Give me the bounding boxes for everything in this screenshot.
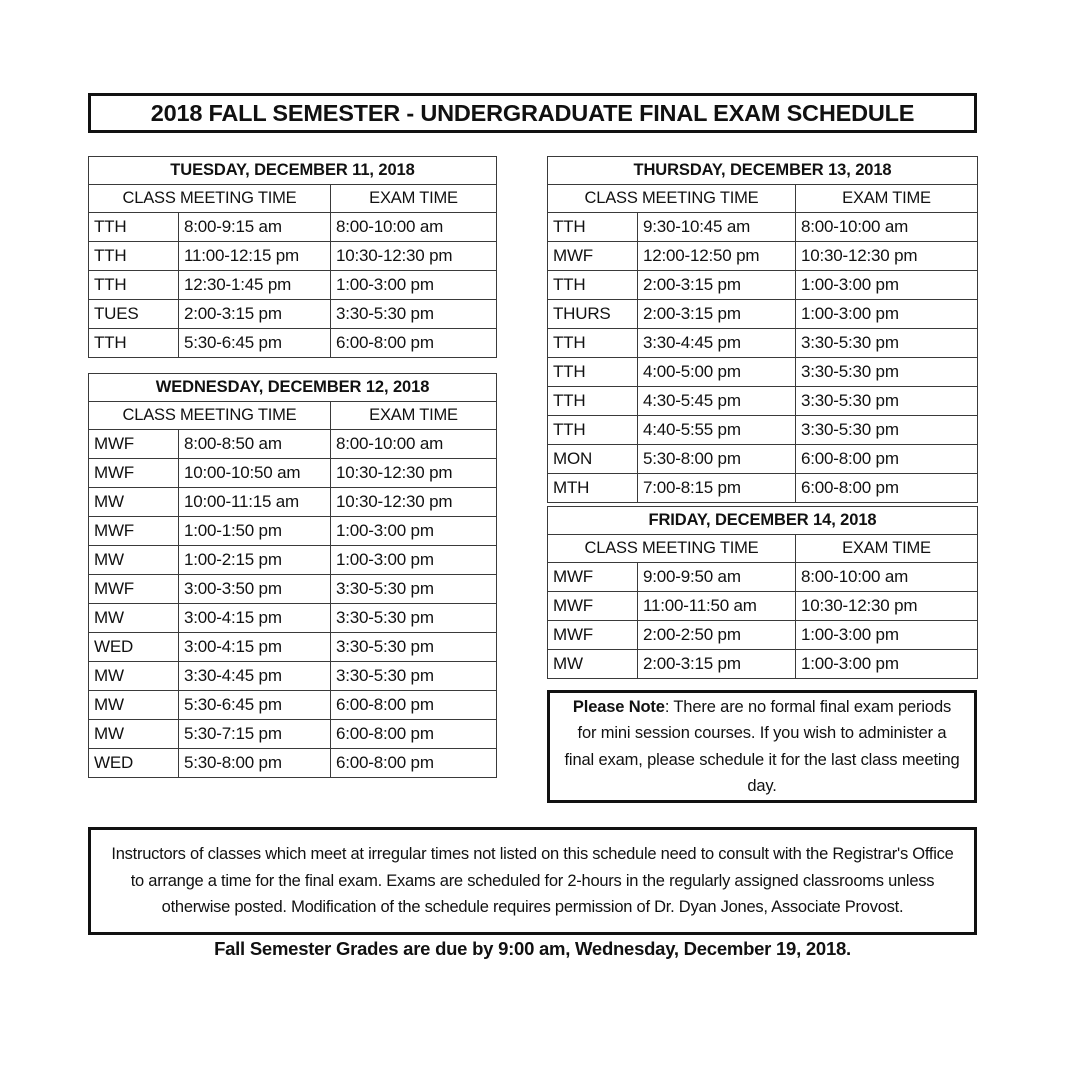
cell-class-time: 5:30-6:45 pm — [179, 329, 331, 358]
table-row — [548, 445, 978, 474]
cell-class-time: 7:00-8:15 pm — [638, 474, 796, 503]
cell-days: TTH — [548, 329, 638, 358]
day-title: WEDNESDAY, DECEMBER 12, 2018 — [89, 374, 497, 402]
table-row — [89, 329, 497, 358]
cell-days: TTH — [548, 387, 638, 416]
table-row — [548, 300, 978, 329]
instructors-note-text: Instructors of classes which meet at irregular times not listed on this schedule need to consult with the Registrar's Office to arrange a time for the final exam. Exams are scheduled for 2-hours in the regularly assigned classrooms unless otherwise posted. Modification of the schedule requires permission of Dr. Dyan Jones, Associate Provost. — [111, 844, 954, 917]
cell-class-time: 3:30-4:45 pm — [638, 329, 796, 358]
cell-days: MON — [548, 445, 638, 474]
cell-class-time: 1:00-2:15 pm — [179, 546, 331, 575]
cell-class-time: 11:00-11:50 am — [638, 592, 796, 621]
column-header-class-meeting-time: CLASS MEETING TIME — [548, 535, 796, 563]
cell-days: MW — [548, 650, 638, 679]
cell-days: MW — [89, 546, 179, 575]
cell-days: MW — [89, 488, 179, 517]
cell-days: MWF — [89, 517, 179, 546]
column-header-class-meeting-time: CLASS MEETING TIME — [548, 185, 796, 213]
cell-exam-time: 3:30-5:30 pm — [331, 575, 497, 604]
table-row — [548, 387, 978, 416]
cell-exam-time: 1:00-3:00 pm — [796, 650, 978, 679]
cell-exam-time: 1:00-3:00 pm — [331, 271, 497, 300]
table-day-title-row — [548, 507, 978, 535]
cell-exam-time: 3:30-5:30 pm — [331, 300, 497, 329]
table-body — [548, 563, 978, 679]
table-day-title-row — [89, 374, 497, 402]
table-row — [89, 213, 497, 242]
cell-class-time: 12:30-1:45 pm — [179, 271, 331, 300]
cell-class-time: 2:00-3:15 pm — [638, 300, 796, 329]
column-header-exam-time: EXAM TIME — [796, 535, 978, 563]
table-body — [89, 430, 497, 778]
table-row — [89, 459, 497, 488]
column-header-exam-time: EXAM TIME — [331, 185, 497, 213]
table-row — [89, 300, 497, 329]
cell-days: TTH — [89, 213, 179, 242]
schedule-table-tuesday — [88, 156, 497, 358]
table-row — [89, 691, 497, 720]
cell-class-time: 5:30-7:15 pm — [179, 720, 331, 749]
cell-exam-time: 8:00-10:00 am — [796, 563, 978, 592]
day-title: FRIDAY, DECEMBER 14, 2018 — [548, 507, 978, 535]
cell-exam-time: 3:30-5:30 pm — [331, 604, 497, 633]
cell-exam-time: 6:00-8:00 pm — [796, 445, 978, 474]
cell-days: MWF — [548, 592, 638, 621]
column-header-exam-time: EXAM TIME — [796, 185, 978, 213]
cell-days: MW — [89, 662, 179, 691]
cell-days: TTH — [548, 271, 638, 300]
cell-days: MWF — [89, 430, 179, 459]
cell-class-time: 3:30-4:45 pm — [179, 662, 331, 691]
cell-exam-time: 3:30-5:30 pm — [331, 633, 497, 662]
table-row — [548, 563, 978, 592]
please-note-text — [562, 694, 962, 798]
cell-exam-time: 10:30-12:30 pm — [331, 488, 497, 517]
table-row — [89, 517, 497, 546]
cell-class-time: 10:00-10:50 am — [179, 459, 331, 488]
cell-class-time: 4:00-5:00 pm — [638, 358, 796, 387]
cell-days: TTH — [89, 329, 179, 358]
cell-days: TTH — [548, 213, 638, 242]
table-header-row — [89, 402, 497, 430]
cell-class-time: 8:00-9:15 am — [179, 213, 331, 242]
cell-exam-time: 6:00-8:00 pm — [796, 474, 978, 503]
table-row — [89, 749, 497, 778]
cell-days: TUES — [89, 300, 179, 329]
schedule-table-thursday — [547, 156, 978, 503]
cell-exam-time: 8:00-10:00 am — [331, 213, 497, 242]
cell-exam-time: 1:00-3:00 pm — [796, 300, 978, 329]
day-title: TUESDAY, DECEMBER 11, 2018 — [89, 157, 497, 185]
cell-exam-time: 8:00-10:00 am — [331, 430, 497, 459]
cell-class-time: 3:00-4:15 pm — [179, 633, 331, 662]
cell-days: WED — [89, 633, 179, 662]
table-row — [89, 604, 497, 633]
cell-exam-time: 8:00-10:00 am — [796, 213, 978, 242]
cell-class-time: 10:00-11:15 am — [179, 488, 331, 517]
cell-class-time: 2:00-2:50 pm — [638, 621, 796, 650]
cell-days: MW — [89, 604, 179, 633]
cell-days: MW — [89, 720, 179, 749]
table-header-row — [89, 185, 497, 213]
table-row — [548, 592, 978, 621]
please-note-box — [547, 690, 977, 803]
cell-class-time: 4:40-5:55 pm — [638, 416, 796, 445]
table-row — [548, 242, 978, 271]
schedule-table-wednesday — [88, 373, 497, 778]
table-header-row — [548, 185, 978, 213]
cell-exam-time: 6:00-8:00 pm — [331, 749, 497, 778]
cell-class-time: 5:30-6:45 pm — [179, 691, 331, 720]
column-header-class-meeting-time: CLASS MEETING TIME — [89, 185, 331, 213]
table-row — [548, 474, 978, 503]
cell-days: WED — [89, 749, 179, 778]
table-row — [89, 575, 497, 604]
cell-exam-time: 3:30-5:30 pm — [796, 329, 978, 358]
cell-days: MWF — [89, 459, 179, 488]
table-day-title-row — [548, 157, 978, 185]
cell-days: MWF — [548, 563, 638, 592]
day-title: THURSDAY, DECEMBER 13, 2018 — [548, 157, 978, 185]
cell-exam-time: 1:00-3:00 pm — [796, 621, 978, 650]
cell-exam-time: 3:30-5:30 pm — [796, 416, 978, 445]
table-row — [89, 488, 497, 517]
cell-days: TTH — [548, 416, 638, 445]
page-title: 2018 FALL SEMESTER - UNDERGRADUATE FINAL EXAM SCHEDULE — [150, 99, 915, 126]
cell-days: TTH — [89, 242, 179, 271]
cell-class-time: 9:30-10:45 am — [638, 213, 796, 242]
cell-days: TTH — [89, 271, 179, 300]
cell-days: MW — [89, 691, 179, 720]
table-row — [548, 621, 978, 650]
table-row — [548, 271, 978, 300]
table-row — [548, 650, 978, 679]
cell-exam-time: 6:00-8:00 pm — [331, 329, 497, 358]
cell-class-time: 2:00-3:15 pm — [179, 300, 331, 329]
table-row — [548, 213, 978, 242]
table-row — [89, 242, 497, 271]
cell-class-time: 1:00-1:50 pm — [179, 517, 331, 546]
cell-class-time: 5:30-8:00 pm — [179, 749, 331, 778]
cell-days: MWF — [548, 621, 638, 650]
cell-exam-time: 3:30-5:30 pm — [331, 662, 497, 691]
cell-days: THURS — [548, 300, 638, 329]
cell-days: MWF — [548, 242, 638, 271]
cell-exam-time: 6:00-8:00 pm — [331, 720, 497, 749]
cell-exam-time: 10:30-12:30 pm — [331, 459, 497, 488]
cell-exam-time: 3:30-5:30 pm — [796, 387, 978, 416]
cell-class-time: 9:00-9:50 am — [638, 563, 796, 592]
cell-days: MTH — [548, 474, 638, 503]
table-day-title-row — [89, 157, 497, 185]
cell-class-time: 3:00-4:15 pm — [179, 604, 331, 633]
cell-exam-time: 3:30-5:30 pm — [796, 358, 978, 387]
column-header-exam-time: EXAM TIME — [331, 402, 497, 430]
table-body — [89, 213, 497, 358]
table-row — [89, 430, 497, 459]
cell-class-time: 4:30-5:45 pm — [638, 387, 796, 416]
table-row — [89, 546, 497, 575]
cell-exam-time: 10:30-12:30 pm — [796, 242, 978, 271]
table-row — [89, 662, 497, 691]
cell-class-time: 5:30-8:00 pm — [638, 445, 796, 474]
cell-days: TTH — [548, 358, 638, 387]
cell-class-time: 2:00-3:15 pm — [638, 271, 796, 300]
schedule-table-friday — [547, 506, 978, 679]
page-title-box — [88, 93, 977, 133]
please-note-label: Please Note — [572, 698, 665, 717]
table-row — [89, 720, 497, 749]
cell-class-time: 3:00-3:50 pm — [179, 575, 331, 604]
cell-exam-time: 10:30-12:30 pm — [796, 592, 978, 621]
cell-class-time: 8:00-8:50 am — [179, 430, 331, 459]
table-row — [89, 271, 497, 300]
cell-exam-time: 1:00-3:00 pm — [331, 517, 497, 546]
cell-days: MWF — [89, 575, 179, 604]
cell-exam-time: 1:00-3:00 pm — [331, 546, 497, 575]
cell-class-time: 2:00-3:15 pm — [638, 650, 796, 679]
cell-exam-time: 1:00-3:00 pm — [796, 271, 978, 300]
instructors-note-box — [88, 827, 977, 935]
table-row — [548, 329, 978, 358]
table-row — [89, 633, 497, 662]
cell-class-time: 12:00-12:50 pm — [638, 242, 796, 271]
cell-exam-time: 6:00-8:00 pm — [331, 691, 497, 720]
table-row — [548, 416, 978, 445]
table-header-row — [548, 535, 978, 563]
table-row — [548, 358, 978, 387]
column-header-class-meeting-time: CLASS MEETING TIME — [89, 402, 331, 430]
table-body — [548, 213, 978, 503]
please-note-body: : There are no formal final exam periods for mini session courses. If you wish to administer a final exam, please schedule it for the last class meeting day. — [564, 698, 960, 795]
cell-exam-time: 10:30-12:30 pm — [331, 242, 497, 271]
cell-class-time: 11:00-12:15 pm — [179, 242, 331, 271]
grades-due-line: Fall Semester Grades are due by 9:00 am, Wednesday, December 19, 2018. — [214, 938, 851, 959]
